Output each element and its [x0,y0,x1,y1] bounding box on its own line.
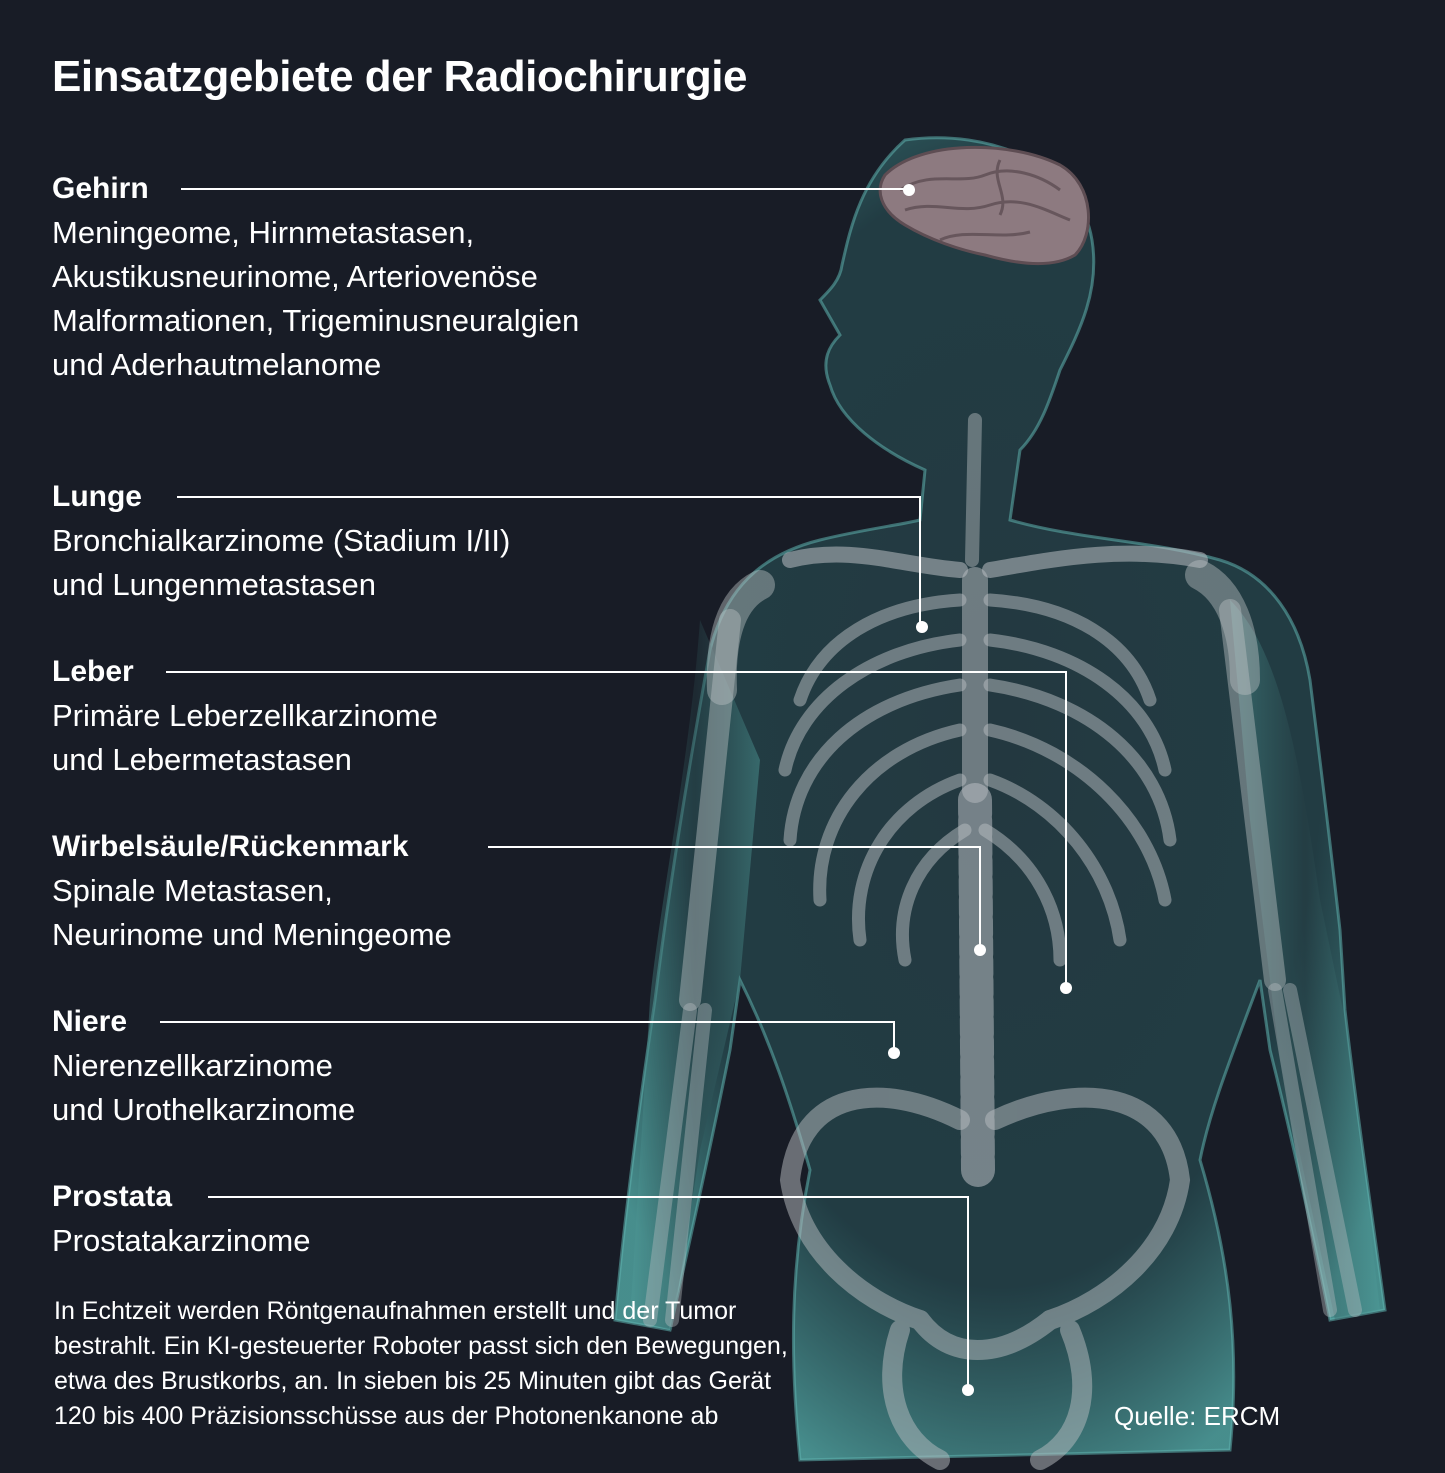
organ-name: Gehirn [52,172,149,205]
organ-name: Niere [52,1005,128,1038]
organ-entry-leber [52,654,438,782]
dot-wirbelsaeule [974,944,986,956]
organ-entry-niere [52,1004,355,1132]
source-credit: Quelle: ERCM [1114,1401,1281,1431]
dot-leber [1060,982,1072,994]
organ-description: Bronchialkarzinome (Stadium I/II) und Lungenmetastasen [52,523,511,602]
organ-entry-lunge [52,479,510,607]
organ-description: Meningeome, Hirnmetastasen, Akustikusneurinome, Arteriovenöse Malformationen, Trigeminusneuralgien und Aderhautmelanome [52,215,580,382]
dot-lunge [916,621,928,633]
organ-name: Leber [52,655,134,688]
dot-gehirn [903,184,915,196]
footnote: In Echtzeit werden Röntgenaufnahmen erstellt und der Tumor bestrahlt. Ein KI-gesteuerter Roboter passt sich den Bewegungen, etwa des Brustkorbs, an. In sieben bis 25 Minuten gibt das Gerät 120 bis 400 Präzisionsschüsse aus der Photonenkanone ab [54,1297,788,1430]
organ-description: Primäre Leberzellkarzinome und Lebermetastasen [52,698,438,777]
organ-entry-gehirn [52,171,579,387]
cervical-spine [972,420,975,560]
organ-name: Prostata [52,1180,173,1213]
organ-name: Wirbelsäule/Rückenmark [52,830,409,863]
organ-description: Spinale Metastasen, Neurinome und Meningeome [52,873,452,952]
organ-description: Nierenzellkarzinome und Urothelkarzinome [52,1048,356,1127]
body-silhouette [615,138,1385,1460]
organ-entry-prostata [52,1179,310,1263]
organ-entry-wirbelsaeule [52,829,452,957]
dot-niere [888,1047,900,1059]
organ-name: Lunge [52,480,142,513]
spine [975,800,978,1170]
page-title: Einsatzgebiete der Radiochirurgie [52,52,747,101]
organ-description: Prostatakarzinome [52,1223,311,1258]
dot-prostata [962,1384,974,1396]
